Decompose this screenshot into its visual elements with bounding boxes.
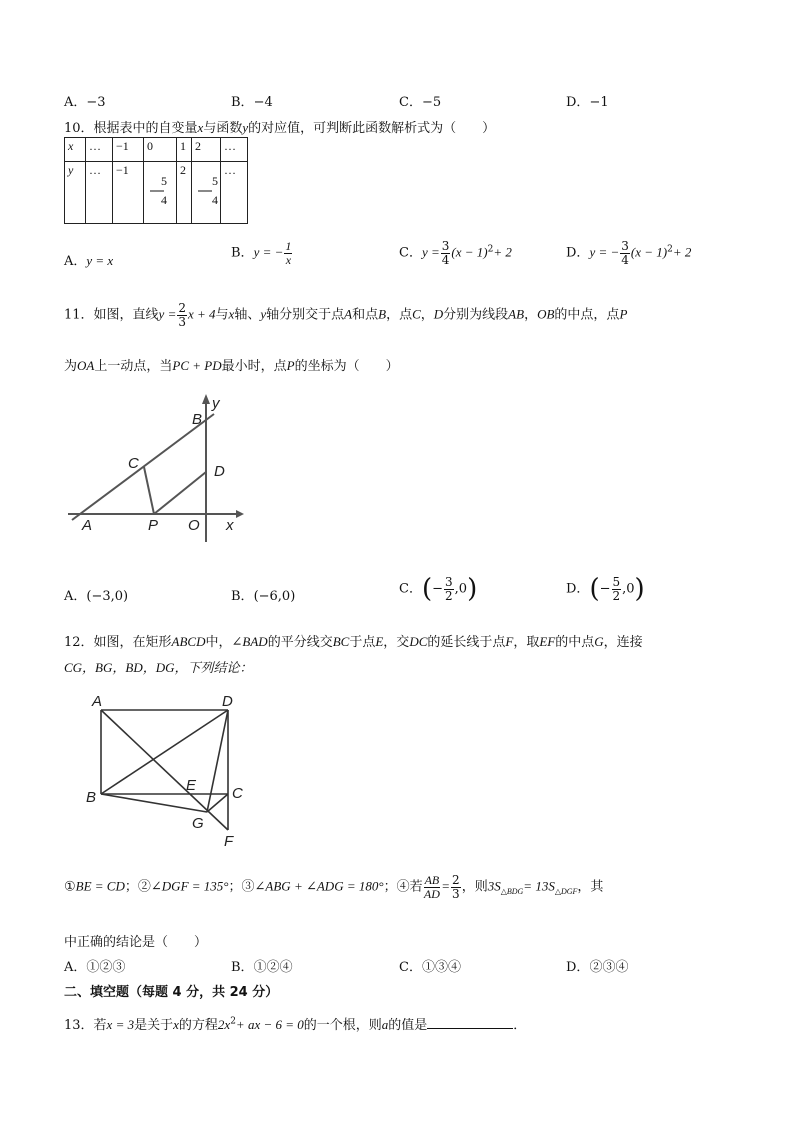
label-d: D <box>222 693 233 710</box>
label-c: C <box>232 785 243 802</box>
label-f: F <box>224 833 234 850</box>
q9-option-a[interactable]: A．−3 <box>64 95 106 110</box>
q10-stem: 10．根据表中的自变量x与函数y的对应值，可判断此函数解析式为（ ） <box>64 120 496 136</box>
answer-blank[interactable] <box>427 1016 513 1029</box>
label-e: E <box>186 777 197 794</box>
label-a: A <box>82 517 93 534</box>
q9-option-b[interactable]: B．−4 <box>231 95 273 110</box>
segment-cp <box>144 467 154 514</box>
fraction-text: 5 4 <box>212 174 218 207</box>
label-b: B <box>86 789 97 806</box>
q12-figure <box>80 690 260 850</box>
q9-option-c[interactable]: C．−5 <box>399 95 442 110</box>
q9-option-d[interactable]: D．−1 <box>566 95 609 110</box>
table-cell: 2 <box>177 162 192 224</box>
fraction-text: 5 4 <box>161 174 167 207</box>
label-b: B <box>192 411 203 428</box>
table-cell: 2 <box>192 138 221 162</box>
q12-option-c[interactable]: C．①③④ <box>399 960 461 975</box>
q10-option-d[interactable]: D．y = − $\frac{3}{4}$ $(x - 1)^2+ 2$ <box>566 239 692 267</box>
label-x: x <box>226 517 234 534</box>
q11-stem-line1: 11．如图，直线y = $\frac{2}{3}$ x + 4与x轴、y轴分别交于点A和点B，点C，D分别为线段AB，OB的中点，点P <box>64 301 628 329</box>
label-o: O <box>188 517 200 534</box>
q12-option-d[interactable]: D．②③④ <box>566 960 629 975</box>
q11-option-a[interactable]: A．(−3,0) <box>64 589 129 604</box>
q10-option-b[interactable]: B．y = − $\frac{1}{x}$ <box>231 239 292 267</box>
label-p: P <box>148 517 159 534</box>
table-cell: −1 <box>113 162 144 224</box>
table-cell: … <box>86 138 113 162</box>
q11-option-d[interactable]: D．(− $\frac{5}{2}$ ,0) <box>566 574 645 604</box>
segment-pd <box>154 472 206 514</box>
table-row-x <box>65 138 248 162</box>
label-a: A <box>92 693 103 710</box>
table-cell: y <box>65 162 86 224</box>
q10-option-c[interactable]: C．y = $\frac{3}{4}$ $(x - 1)^2+ 2$ <box>399 239 512 267</box>
section-heading: 二、填空题（每题 4 分，共 24 分） <box>64 985 279 1000</box>
q12-conclusions: ①BE = CD；②∠DGF = 135°；③∠ABG + ∠ADG = 180°；④若 $\frac{AB}{AD}$ = $\frac{2}{3}$ ，则$3S_{\triangle BDG}= 13S_{\triangle DGF}$，其 <box>64 873 604 901</box>
table-cell: … <box>86 162 113 224</box>
table-cell: … <box>221 138 248 162</box>
q11-option-c[interactable]: C．(− $\frac{3}{2}$ ,0) <box>399 574 478 604</box>
q11-stem-line2: 为OA上一动点，当PC + PD最小时，点P的坐标为（ ） <box>64 358 399 374</box>
segment-bg <box>101 794 207 812</box>
q11-option-b[interactable]: B．(−6,0) <box>231 589 296 604</box>
table-cell: … <box>221 162 248 224</box>
segment-af <box>101 710 228 830</box>
q13-stem: 13．若x = 3是关于x的方程$2x^2+$ ax − 6 = 0的一个根，则a的值是 ． <box>64 1016 527 1033</box>
table-cell: −1 <box>113 138 144 162</box>
table-cell: 0 <box>144 138 177 162</box>
label-y: y <box>212 395 220 412</box>
q12-option-b[interactable]: B．①②④ <box>231 960 293 975</box>
table-cell: 1 <box>177 138 192 162</box>
label-d: D <box>214 463 225 480</box>
y-axis-arrow <box>202 394 210 404</box>
q11-figure <box>64 392 254 552</box>
q12-stem-line1: 12．如图，在矩形ABCD中，∠BAD的平分线交BC于点E，交DC的延长线于点F，取EF的中点G，连接 <box>64 634 643 650</box>
x-axis-arrow <box>236 510 244 518</box>
q12-option-a[interactable]: A．①②③ <box>64 960 126 975</box>
q10-option-a[interactable]: A．y = x <box>64 253 114 269</box>
label-g: G <box>192 815 204 832</box>
table-cell: x <box>65 138 86 162</box>
q12-stem-line3: 中正确的结论是（ ） <box>64 935 208 950</box>
label-c: C <box>128 455 139 472</box>
segment-bd <box>101 710 228 794</box>
line-ab <box>72 414 214 520</box>
q12-stem-line2: CG，BG，BD，DG，下列结论： <box>64 660 253 675</box>
